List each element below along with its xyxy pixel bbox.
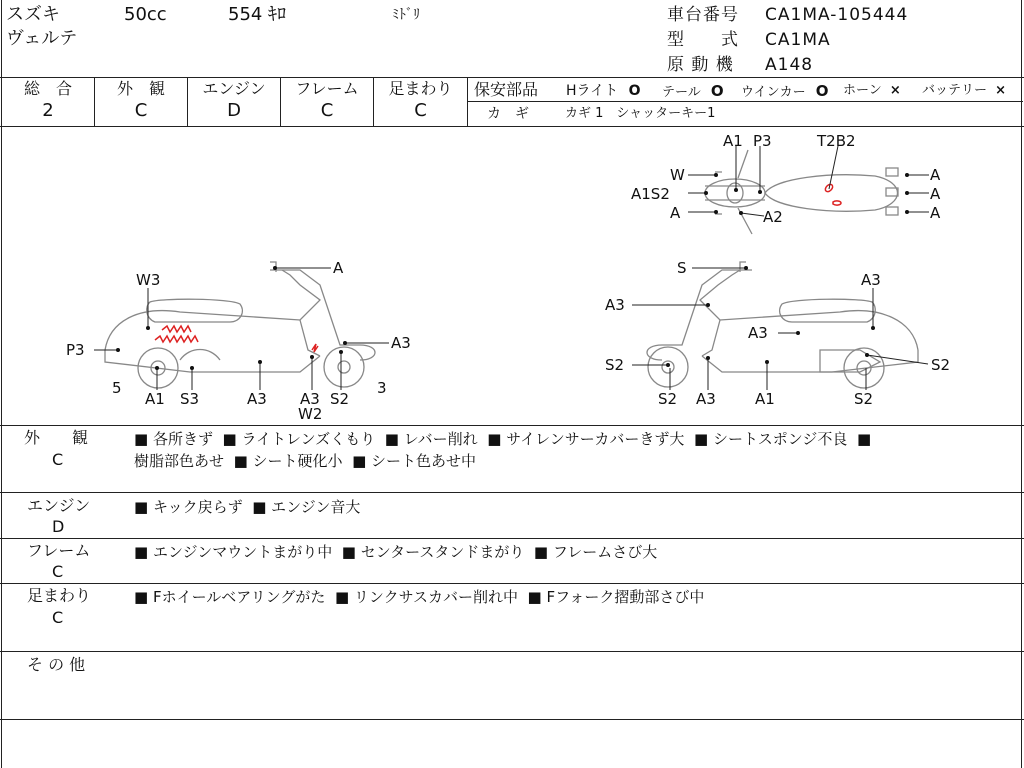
left-label-a1: A1 xyxy=(145,390,165,408)
frame-no-label: 車台番号 xyxy=(667,5,739,25)
frame-grade-label: フレーム xyxy=(295,79,359,98)
key-label: カ ギ xyxy=(487,106,529,122)
remark-item: ■ Fホイールベアリングがた xyxy=(134,588,325,606)
right-label-s: S xyxy=(677,259,687,277)
divider-r1 xyxy=(0,492,1024,493)
remark-other-label: そ の 他 xyxy=(27,655,86,674)
scooter-diagram xyxy=(0,127,1024,425)
top-label-w: W xyxy=(670,166,685,184)
remark-item: ■ 各所きず xyxy=(134,430,213,448)
frame-grade-value: C xyxy=(320,100,334,121)
tail-mark: O xyxy=(710,82,724,100)
remark-exterior-grade: C xyxy=(52,450,64,469)
remark-item: ■ Fフォーク摺動部さび中 xyxy=(528,588,705,606)
overall-label: 総 合 xyxy=(23,79,72,98)
right-label-a3-4: A3 xyxy=(696,390,716,408)
left-label-a3: A3 xyxy=(247,390,267,408)
top-label-t2b2: T2B2 xyxy=(817,132,856,150)
remark-item: ■ エンジン音大 xyxy=(252,498,360,516)
engine-model-label: 原 動 機 xyxy=(667,55,734,75)
divider-r5 xyxy=(0,719,1024,720)
remark-engine-grade: D xyxy=(52,517,65,536)
remark-item: ■ フレームさび大 xyxy=(534,543,657,561)
top-view-scooter xyxy=(705,150,898,234)
exterior-label: 外 観 xyxy=(116,79,165,98)
mileage: 554 ｷﾛ xyxy=(228,4,287,25)
leader-lines xyxy=(94,146,929,390)
left-label-w3: W3 xyxy=(136,271,161,289)
displacement: 50cc xyxy=(124,4,167,25)
horn-mark: × xyxy=(889,83,901,98)
damage-dots xyxy=(116,173,909,370)
left-label-a3-2: A3 xyxy=(300,390,320,408)
remark-suspension-items xyxy=(134,586,1014,608)
remark-item: ■ サイレンサーカバーきず大 xyxy=(487,430,684,448)
top-label-a-right-2: A xyxy=(930,185,941,203)
top-label-a-right-3: A xyxy=(930,204,941,222)
remark-frame-grade: C xyxy=(52,562,64,581)
right-label-a3-2: A3 xyxy=(748,324,768,342)
suspension-grade-value: C xyxy=(414,100,427,121)
remark-item: ■ シートスポンジ不良 xyxy=(694,430,847,448)
bullet-marker: ■ xyxy=(856,430,872,448)
remark-item: ■ センタースタンドまがり xyxy=(342,543,525,561)
color: ﾐﾄﾞﾘ xyxy=(392,7,420,23)
divider-r4 xyxy=(0,651,1024,652)
top-label-a1s2: A1S2 xyxy=(631,185,670,203)
exterior-value: C xyxy=(134,100,148,121)
right-label-s2-3: S2 xyxy=(658,390,678,408)
top-label-a-right-1: A xyxy=(930,166,941,184)
divider-r2 xyxy=(0,538,1024,539)
grade-sep-5 xyxy=(467,77,468,126)
left-label-a: A xyxy=(333,259,344,277)
safety-item-winker: ウインカー O xyxy=(741,82,829,100)
right-label-a3-3: A3 xyxy=(861,271,881,289)
remark-item: ■ エンジンマウントまがり中 xyxy=(134,543,332,561)
right-label-a1: A1 xyxy=(755,390,775,408)
model-name: ヴェルテ xyxy=(6,28,78,49)
type-label: 型 式 xyxy=(667,30,739,50)
remark-frame-label: フレーム xyxy=(27,541,91,560)
remark-suspension-label: 足まわり xyxy=(27,586,92,605)
left-label-a3-3: A3 xyxy=(391,334,411,352)
winker-mark: O xyxy=(815,82,829,100)
remark-item: ■ シート硬化小 xyxy=(234,452,343,470)
engine-grade-value: D xyxy=(227,100,241,121)
engine-model-value: A148 xyxy=(765,55,814,75)
key-value: カギ 1 シャッターキー1 xyxy=(565,106,716,121)
remark-frame-items xyxy=(134,541,1014,563)
remark-item: ■ リンクサスカバー削れ中 xyxy=(335,588,518,606)
overall-value: 2 xyxy=(42,100,54,121)
safety-item-horn: ホーン × xyxy=(843,83,901,98)
top-label-a: A xyxy=(670,204,681,222)
left-label-p3: P3 xyxy=(66,341,85,359)
battery-mark: × xyxy=(995,83,1007,98)
left-label-s3: S3 xyxy=(180,390,200,408)
top-label-p3: P3 xyxy=(753,132,772,150)
safety-label: 保安部品 xyxy=(474,80,539,99)
left-label-w2: W2 xyxy=(298,405,323,423)
right-label-s2: S2 xyxy=(605,356,625,374)
remark-exterior-items xyxy=(134,428,1014,472)
divider-header xyxy=(0,77,1024,78)
remark-item: ■ ライトレンズくもり xyxy=(223,430,376,448)
remark-item: ■ レバー削れ xyxy=(385,430,478,448)
safety-item-tail: テール O xyxy=(662,82,724,100)
divider-r3 xyxy=(0,583,1024,584)
suspension-grade-label: 足まわり xyxy=(388,79,453,98)
remark-engine-label: エンジン xyxy=(27,496,91,515)
left-label-s2: S2 xyxy=(330,390,350,408)
right-label-s2-4: S2 xyxy=(854,390,874,408)
divider-diagram xyxy=(0,425,1024,426)
remark-suspension-grade: C xyxy=(52,608,64,627)
top-label-a2: A2 xyxy=(763,208,783,226)
safety-item-headlight: Hライト O xyxy=(566,83,641,99)
right-label-a3: A3 xyxy=(605,296,625,314)
right-label-s2-2: S2 xyxy=(931,356,951,374)
frame-no-value: CA1MA-105444 xyxy=(765,5,909,25)
remark-item: ■ シート色あせ中 xyxy=(352,452,476,470)
top-label-a1: A1 xyxy=(723,132,743,150)
safety-item-battery: バッテリー × xyxy=(922,83,1007,98)
headlight-mark: O xyxy=(628,83,641,99)
remark-item: 樹脂部色あせ xyxy=(134,452,225,470)
remark-engine-items xyxy=(134,496,1014,518)
type-value: CA1MA xyxy=(765,30,831,50)
maker: スズキ xyxy=(6,4,60,25)
engine-grade-label: エンジン xyxy=(202,79,266,98)
left-label-3: 3 xyxy=(377,379,387,397)
remark-exterior-label: 外 観 xyxy=(24,428,89,447)
remark-item: ■ キック戻らず xyxy=(134,498,243,516)
left-label-5: 5 xyxy=(112,379,122,397)
